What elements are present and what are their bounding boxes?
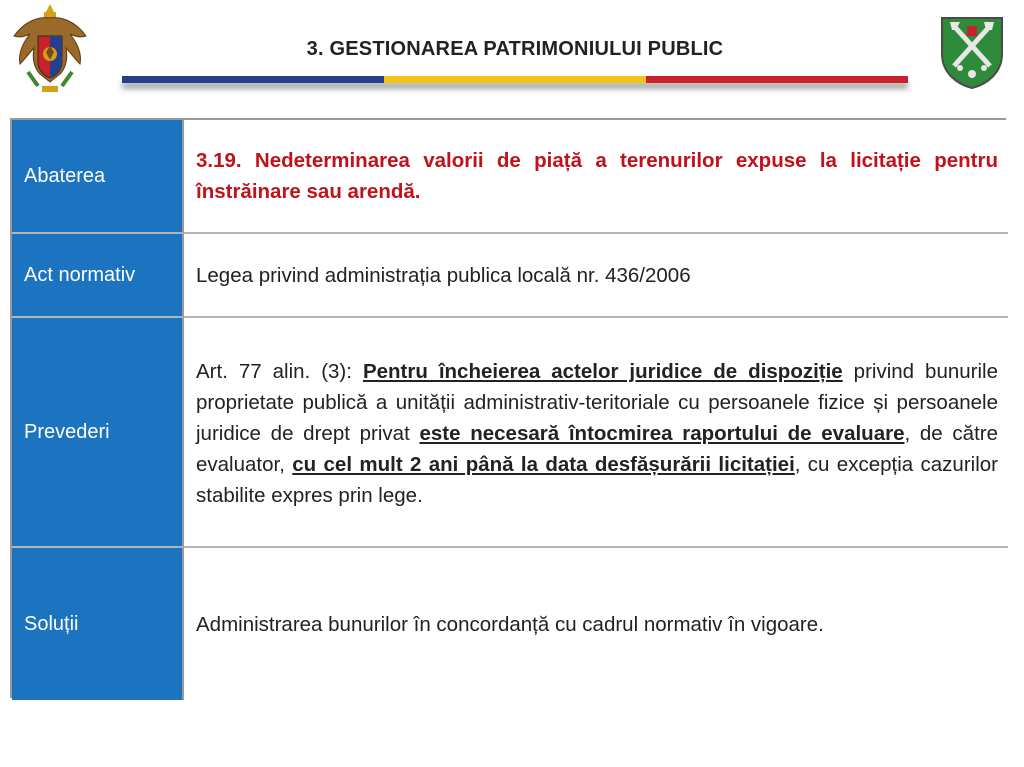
- row-label-prevederi: Prevederi: [12, 318, 184, 548]
- tricolor-blue: [122, 76, 384, 83]
- prevederi-seg-4: este necesară întocmirea raportului de evaluare: [419, 422, 905, 445]
- prevederi-text: [196, 356, 998, 511]
- row-value-act-normativ: [184, 234, 1008, 318]
- abaterea-text: 3.19. Nedeterminarea valorii de piață a terenurilor expuse la licitație pentru înstrăinare sau arendă.: [196, 149, 998, 203]
- solutii-text: Administrarea bunurilor în concordanță cu cadrul normativ în vigoare.: [196, 612, 824, 636]
- row-value-prevederi: [184, 318, 1008, 548]
- tricolor-yellow: [384, 76, 646, 83]
- tricolor-divider: [122, 76, 908, 83]
- row-value-abaterea: [184, 120, 1008, 234]
- district-coat-of-arms-icon: [936, 12, 1008, 92]
- prevederi-seg-7: , cu excepția cazurilor stabilite expres prin lege.: [196, 453, 998, 507]
- row-label-act-normativ: Act normativ: [12, 234, 184, 318]
- prevederi-seg-1: Art. 77 alin. (3):: [196, 360, 363, 383]
- prevederi-seg-3: privind bunurile proprietate publică a unității administrativ-teritoriale cu persoanele fizice și persoanele juridice de drept privat: [196, 360, 998, 445]
- moldova-coat-of-arms-icon: [8, 2, 92, 98]
- prevederi-seg-6: cu cel mult 2 ani până la data desfășurării licitației: [292, 453, 795, 476]
- row-label-solutii: Soluții: [12, 548, 184, 700]
- row-label-abaterea: Abaterea: [12, 120, 184, 234]
- act-normativ-text: Legea privind administrația publica locală nr. 436/2006: [196, 263, 691, 287]
- prevederi-seg-2: Pentru încheierea actelor juridice de dispoziție: [362, 360, 843, 383]
- tricolor-red: [646, 76, 908, 83]
- row-value-solutii: [184, 548, 1008, 700]
- page-title: 3. GESTIONAREA PATRIMONIULUI PUBLIC: [306, 38, 724, 60]
- findings-table: [10, 118, 1006, 698]
- prevederi-seg-5: , de către evaluator,: [196, 422, 998, 476]
